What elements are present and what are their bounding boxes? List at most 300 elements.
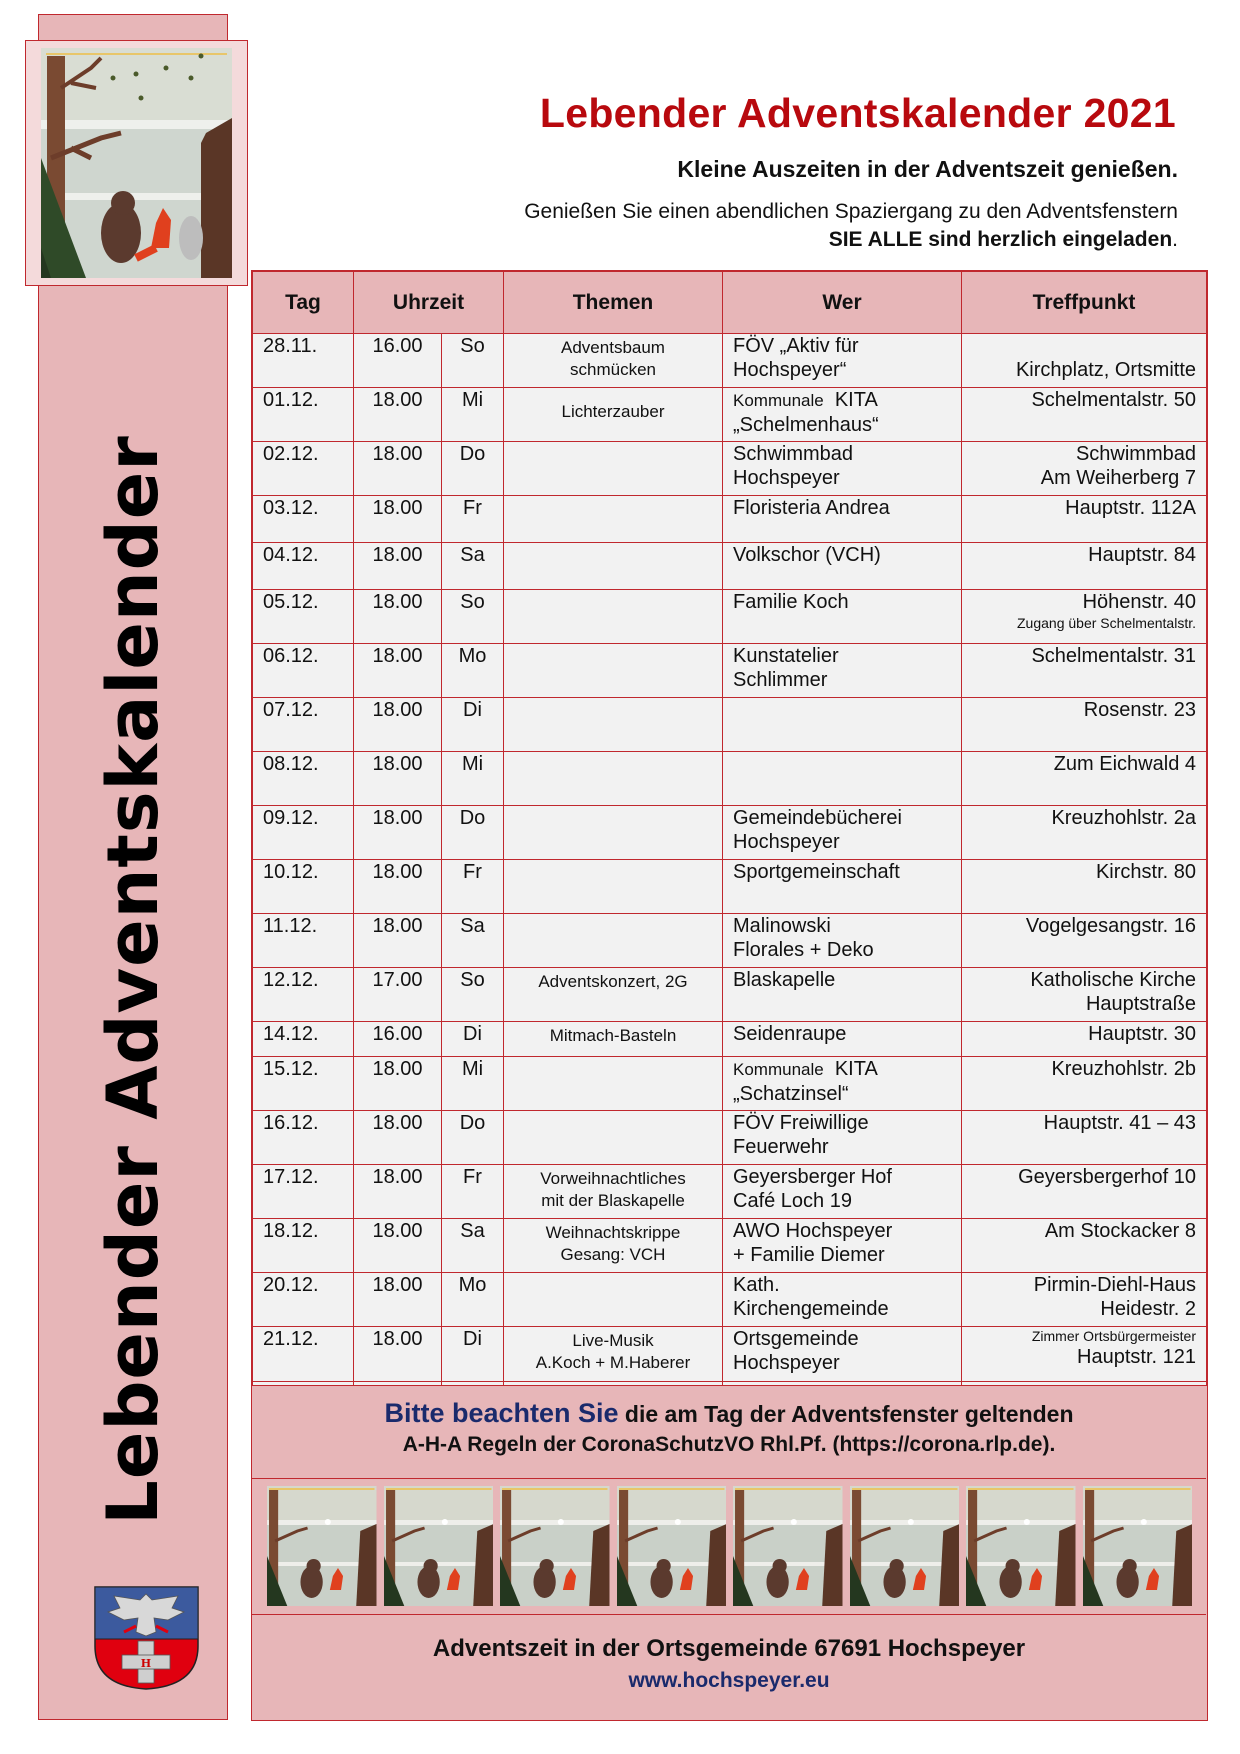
cell-line: So	[460, 969, 485, 991]
cell-line: Sa	[460, 1220, 485, 1242]
cell-time	[354, 698, 442, 752]
cell-line: Kreuzhohlstr. 2a	[1051, 807, 1196, 829]
cell-line: „Schelmenhaus“	[733, 414, 879, 436]
website-link[interactable]: www.hochspeyer.eu	[628, 1669, 830, 1692]
cell-line: Zimmer Ortsbürgermeister	[1031, 1328, 1196, 1344]
cell-who	[723, 334, 962, 388]
table-row	[253, 968, 1207, 1022]
cell-weekday	[442, 496, 504, 543]
cell-line: Familie Koch	[733, 591, 849, 613]
cell-weekday	[442, 644, 504, 698]
cell-time	[354, 1219, 442, 1273]
cell-weekday	[442, 1219, 504, 1273]
cell-weekday	[442, 1111, 504, 1165]
cell-line: 17.00	[372, 969, 423, 991]
cell-line: Schwimmbad	[733, 443, 854, 465]
advent-window-thumbnail	[966, 1486, 1076, 1606]
cell-line: Weihnachtskrippe	[545, 1223, 681, 1242]
cell-who	[723, 543, 962, 590]
cell-theme	[504, 806, 723, 860]
cell-line: 03.12.	[263, 497, 319, 519]
cell-date	[253, 442, 354, 496]
cell-who	[723, 914, 962, 968]
cell-time	[354, 496, 442, 543]
cell-date	[253, 914, 354, 968]
cell-line: FÖV Freiwillige	[733, 1112, 869, 1134]
cell-weekday	[442, 752, 504, 806]
cell-line: Zugang über Schelmentalstr.	[1017, 615, 1196, 631]
cell-line: Gemeindebücherei	[733, 807, 902, 829]
cell-line: Höhenstr. 40	[1082, 591, 1196, 613]
advent-window-thumbnail	[384, 1486, 494, 1606]
cell-line: 07.12.	[263, 699, 319, 721]
table-row	[253, 388, 1207, 442]
cell-time	[354, 1165, 442, 1219]
cell-line: Am Stockacker 8	[1044, 1220, 1196, 1242]
cell-time	[354, 590, 442, 644]
cell-line: + Familie Diemer	[733, 1244, 885, 1266]
cell-line: AWO Hochspeyer	[733, 1220, 893, 1242]
cell-time	[354, 644, 442, 698]
svg-text:H: H	[140, 1657, 152, 1670]
cell-theme	[504, 644, 723, 698]
cell-date	[253, 752, 354, 806]
cell-line: „Schatzinsel“	[733, 1083, 849, 1105]
cell-line: Hauptstr. 121	[1077, 1346, 1196, 1368]
cell-line: Hauptstr. 41 – 43	[1043, 1112, 1196, 1134]
cell-line	[504, 391, 722, 401]
cell-who	[723, 1327, 962, 1386]
cell-line: A.Koch + M.Haberer	[535, 1353, 691, 1372]
cell-treffpunkt	[962, 1111, 1207, 1165]
cell-line: Mitmach-Basteln	[549, 1026, 677, 1045]
cell-date	[253, 860, 354, 914]
cell-weekday	[442, 1327, 504, 1386]
cell-line: Kirchplatz, Ortsmitte	[1015, 359, 1196, 381]
cell-treffpunkt	[962, 1022, 1207, 1057]
table-row	[253, 590, 1207, 644]
cell-line: Mo	[458, 645, 487, 667]
cell-treffpunkt	[962, 496, 1207, 543]
cell-line: 05.12.	[263, 591, 319, 613]
cell-weekday	[442, 914, 504, 968]
who-prefix: Kommunale	[733, 391, 824, 410]
cell-treffpunkt	[962, 860, 1207, 914]
page-title: Lebender Adventskalender 2021	[539, 90, 1176, 136]
table-row	[253, 806, 1207, 860]
cell-weekday	[442, 543, 504, 590]
cell-treffpunkt	[962, 334, 1207, 388]
cell-line: Di	[463, 1328, 482, 1350]
cell-line: Floristeria Andrea	[733, 497, 890, 519]
cell-line: Ortsgemeinde	[733, 1328, 859, 1350]
cell-who	[723, 1219, 962, 1273]
advent-window-thumbnail	[733, 1486, 843, 1606]
cell-time	[354, 1022, 442, 1057]
table-row	[253, 860, 1207, 914]
table-row	[253, 496, 1207, 543]
cell-line: Sa	[460, 544, 485, 566]
cell-who	[723, 442, 962, 496]
coat-of-arms-icon	[94, 1586, 199, 1690]
advent-window-thumbnail	[850, 1486, 960, 1606]
advent-window-thumbnail	[617, 1486, 727, 1606]
cell-theme	[504, 388, 723, 442]
cell-date	[253, 1057, 354, 1111]
cell-line: Volkschor (VCH)	[733, 544, 881, 566]
cell-theme	[504, 1327, 723, 1386]
cell-line: Live-Musik	[572, 1331, 654, 1350]
cell-treffpunkt	[962, 543, 1207, 590]
cell-line: Mi	[461, 753, 484, 775]
cell-weekday	[442, 388, 504, 442]
cell-line	[962, 334, 1196, 358]
cell-line: 01.12.	[263, 389, 319, 411]
cell-line: Kunstatelier	[733, 645, 839, 667]
table-header-row	[253, 272, 1207, 334]
advent-window-illustration	[41, 48, 232, 278]
cell-time	[354, 442, 442, 496]
cell-line: Hauptstr. 84	[1088, 544, 1196, 566]
table-row	[253, 914, 1207, 968]
cell-theme	[504, 1165, 723, 1219]
cell-theme	[504, 1022, 723, 1057]
cell-line: 20.12.	[263, 1274, 319, 1296]
cell-who	[723, 1111, 962, 1165]
cell-who	[723, 698, 962, 752]
cell-line: Mi	[461, 389, 484, 411]
cell-line: 06.12.	[263, 645, 319, 667]
cell-line: Hochspeyer	[733, 1352, 840, 1374]
schedule-table	[252, 271, 1207, 1386]
cell-line: Mo	[458, 1274, 487, 1296]
cell-line: 18.00	[372, 1058, 423, 1080]
cell-line: 16.12.	[263, 1112, 319, 1134]
cell-weekday	[442, 860, 504, 914]
cell-line: Adventsbaum	[561, 338, 665, 357]
cell-line: Di	[463, 1023, 482, 1045]
cell-line	[733, 388, 961, 413]
cell-line: Lichterzauber	[561, 402, 665, 421]
cell-date	[253, 1022, 354, 1057]
cell-line: 11.12.	[263, 915, 318, 937]
advent-window-thumbnail	[1083, 1486, 1193, 1606]
cell-line: Kirchstr. 80	[1095, 861, 1196, 883]
cell-date	[253, 543, 354, 590]
cell-weekday	[442, 1273, 504, 1327]
cell-theme	[504, 1057, 723, 1111]
cell-time	[354, 1057, 442, 1111]
cell-line: 18.00	[372, 591, 423, 613]
schedule-panel	[251, 270, 1208, 1721]
corona-notice	[252, 1381, 1206, 1479]
cell-theme	[504, 914, 723, 968]
cell-theme	[504, 1111, 723, 1165]
cell-time	[354, 806, 442, 860]
table-row	[253, 752, 1207, 806]
cell-line: Schlimmer	[733, 669, 828, 691]
table-row	[253, 1057, 1207, 1111]
cell-line: Am Weiherberg 7	[1040, 467, 1196, 489]
cell-time	[354, 334, 442, 388]
vertical-title: Lebender Adventskalender	[92, 435, 174, 1525]
cell-date	[253, 968, 354, 1022]
cell-treffpunkt	[962, 1273, 1207, 1327]
who-main: KITA	[834, 1058, 878, 1080]
column-header-wer: Wer	[723, 272, 962, 334]
cell-line: Sportgemeinschaft	[733, 861, 900, 883]
cell-line: 16.00	[372, 1023, 423, 1045]
cell-line: 18.00	[372, 753, 423, 775]
cell-line: 18.00	[372, 807, 423, 829]
cell-treffpunkt	[962, 442, 1207, 496]
cell-line: 18.00	[372, 389, 423, 411]
cell-time	[354, 543, 442, 590]
cell-treffpunkt	[962, 1219, 1207, 1273]
cell-date	[253, 1219, 354, 1273]
table-row	[253, 1327, 1207, 1386]
cell-theme	[504, 1219, 723, 1273]
cell-who	[723, 806, 962, 860]
cell-line: schmücken	[570, 360, 656, 379]
cell-theme	[504, 496, 723, 543]
cell-treffpunkt	[962, 388, 1207, 442]
cell-line: Fr	[463, 497, 482, 519]
cell-line: Rosenstr. 23	[1083, 699, 1196, 721]
page-subtitle: Kleine Auszeiten in der Adventszeit genießen.	[677, 156, 1178, 182]
cell-treffpunkt	[962, 968, 1207, 1022]
cell-line: FÖV „Aktiv für	[733, 335, 859, 357]
table-row	[253, 644, 1207, 698]
cell-line: 18.00	[372, 645, 423, 667]
table-row	[253, 1165, 1207, 1219]
cell-weekday	[442, 698, 504, 752]
cell-line: Hochspeyer	[733, 831, 840, 853]
cell-line: 18.00	[372, 1112, 423, 1134]
table-row	[253, 1022, 1207, 1057]
cell-line: Hauptstraße	[1085, 993, 1196, 1015]
column-header-themen: Themen	[504, 272, 723, 334]
cell-weekday	[442, 1165, 504, 1219]
cell-date	[253, 1111, 354, 1165]
cell-line: Hochspeyer	[733, 467, 840, 489]
cell-who	[723, 752, 962, 806]
cell-line: Geyersberger Hof	[733, 1166, 892, 1188]
cell-line: Kreuzhohlstr. 2b	[1051, 1058, 1196, 1080]
notice-line2: A-H-A Regeln der CoronaSchutzVO Rhl.Pf. (https://corona.rlp.de).	[402, 1433, 1056, 1456]
cell-line: Sa	[460, 915, 485, 937]
cell-line: 18.00	[372, 1328, 423, 1350]
cell-line: Fr	[463, 1166, 482, 1188]
cell-who	[723, 1273, 962, 1327]
column-header-uhrzeit: Uhrzeit	[354, 272, 504, 334]
cell-line: Schelmentalstr. 50	[1031, 389, 1196, 411]
who-prefix: Kommunale	[733, 1060, 824, 1079]
cell-treffpunkt	[962, 1057, 1207, 1111]
cell-line: So	[460, 335, 485, 357]
cell-theme	[504, 968, 723, 1022]
cell-line: 18.00	[372, 443, 423, 465]
cell-line: Heidestr. 2	[1100, 1298, 1196, 1320]
cell-treffpunkt	[962, 752, 1207, 806]
cell-treffpunkt	[962, 644, 1207, 698]
cell-line: Vogelgesangstr. 16	[1025, 915, 1196, 937]
cell-line: 16.00	[372, 335, 423, 357]
table-row	[253, 698, 1207, 752]
cell-who	[723, 388, 962, 442]
cell-theme	[504, 543, 723, 590]
cell-date	[253, 496, 354, 543]
cell-line: Seidenraupe	[733, 1023, 847, 1045]
cell-line: Vorweihnachtliches	[540, 1169, 686, 1188]
cell-line: Katholische Kirche	[1030, 969, 1196, 991]
cell-line: 18.00	[372, 1166, 423, 1188]
advent-window-thumbnail	[500, 1486, 610, 1606]
cell-line: Schwimmbad	[1075, 443, 1196, 465]
advent-window-thumbnail	[267, 1486, 377, 1606]
cell-time	[354, 914, 442, 968]
cell-line: 08.12.	[263, 753, 319, 775]
invitation-period: .	[1172, 228, 1178, 251]
cell-line: Do	[459, 807, 486, 829]
cell-treffpunkt	[962, 806, 1207, 860]
advent-window-photo	[41, 48, 232, 278]
cell-theme	[504, 590, 723, 644]
cell-who	[723, 860, 962, 914]
cell-date	[253, 698, 354, 752]
cell-theme	[504, 698, 723, 752]
cell-who	[723, 968, 962, 1022]
table-row	[253, 442, 1207, 496]
cell-line: Café Loch 19	[733, 1190, 852, 1212]
cell-date	[253, 388, 354, 442]
cell-line: 02.12.	[263, 443, 319, 465]
notice-line1-rest: die am Tag der Adventsfenster geltenden	[618, 1401, 1074, 1427]
cell-line: Do	[459, 443, 486, 465]
cell-time	[354, 968, 442, 1022]
cell-line: 09.12.	[263, 807, 319, 829]
cell-line: Fr	[463, 861, 482, 883]
cell-line: Hauptstr. 30	[1088, 1023, 1196, 1045]
cell-line: Gesang: VCH	[560, 1245, 666, 1264]
cell-weekday	[442, 968, 504, 1022]
cell-line: Mi	[461, 1058, 484, 1080]
cell-date	[253, 644, 354, 698]
cell-line: 18.00	[372, 1220, 423, 1242]
cell-who	[723, 496, 962, 543]
cell-line: Hauptstr. 112A	[1065, 497, 1196, 519]
cell-time	[354, 1273, 442, 1327]
cell-who	[723, 590, 962, 644]
cell-line: Kirchengemeinde	[733, 1298, 889, 1320]
cell-treffpunkt	[962, 698, 1207, 752]
cell-line: Blaskapelle	[733, 969, 836, 991]
cell-line: Zum Eichwald 4	[1053, 753, 1196, 775]
cell-line: Adventskonzert, 2G	[538, 972, 688, 991]
cell-weekday	[442, 334, 504, 388]
table-row	[253, 1273, 1207, 1327]
cell-line: 18.00	[372, 497, 423, 519]
cell-time	[354, 1111, 442, 1165]
cell-date	[253, 806, 354, 860]
cell-theme	[504, 334, 723, 388]
cell-date	[253, 1165, 354, 1219]
column-header-tag: Tag	[253, 272, 354, 334]
cell-weekday	[442, 806, 504, 860]
cell-date	[253, 1327, 354, 1386]
intro-text: Genießen Sie einen abendlichen Spaziergang zu den Adventsfenstern	[524, 200, 1178, 223]
cell-line: Di	[463, 699, 482, 721]
cell-theme	[504, 442, 723, 496]
invitation-bold: SIE ALLE sind herzlich eingeladen	[828, 228, 1173, 251]
cell-line: 21.12.	[263, 1328, 319, 1350]
cell-weekday	[442, 1057, 504, 1111]
cell-line: 15.12.	[263, 1058, 319, 1080]
cell-line: Do	[459, 1112, 486, 1134]
cell-line: 04.12.	[263, 544, 319, 566]
cell-line: 28.11.	[263, 335, 318, 357]
cell-time	[354, 1327, 442, 1386]
cell-line: Pirmin-Diehl-Haus	[1033, 1274, 1196, 1296]
notice-highlight: Bitte beachten Sie	[384, 1398, 619, 1428]
cell-line: Hochspeyer“	[733, 359, 847, 381]
cell-date	[253, 334, 354, 388]
cell-line: Geyersbergerhof 10	[1018, 1166, 1196, 1188]
cell-who	[723, 1022, 962, 1057]
cell-line: 18.00	[372, 915, 423, 937]
cell-treffpunkt	[962, 914, 1207, 968]
cell-line: 18.00	[372, 861, 423, 883]
cell-who	[723, 1165, 962, 1219]
cell-line	[733, 1057, 961, 1082]
cell-line: Kath.	[733, 1274, 780, 1296]
cell-weekday	[442, 590, 504, 644]
cell-line: 18.00	[372, 699, 423, 721]
cell-date	[253, 1273, 354, 1327]
cell-theme	[504, 752, 723, 806]
cell-time	[354, 388, 442, 442]
cell-line: So	[460, 591, 485, 613]
cell-line: 12.12.	[263, 969, 319, 991]
cell-line: Florales + Deko	[733, 939, 874, 961]
cell-line: 18.00	[372, 1274, 423, 1296]
table-row	[253, 1219, 1207, 1273]
column-header-treffpunkt: Treffpunkt	[962, 272, 1207, 334]
notice-line1	[252, 1398, 1206, 1429]
cell-weekday	[442, 1022, 504, 1057]
cell-line: 17.12.	[263, 1166, 319, 1188]
table-row	[253, 543, 1207, 590]
cell-line: mit der Blaskapelle	[541, 1191, 685, 1210]
cell-line: 10.12.	[263, 861, 319, 883]
cell-theme	[504, 1273, 723, 1327]
cell-line: Schelmentalstr. 31	[1031, 645, 1196, 667]
cell-treffpunkt	[962, 1165, 1207, 1219]
cell-line: 18.00	[372, 544, 423, 566]
cell-line: 14.12.	[263, 1023, 319, 1045]
cell-weekday	[442, 442, 504, 496]
invitation-text	[829, 228, 1178, 252]
table-row	[253, 1111, 1207, 1165]
who-main: KITA	[834, 389, 878, 411]
cell-date	[253, 590, 354, 644]
cell-who	[723, 1057, 962, 1111]
cell-line: Feuerwehr	[733, 1136, 829, 1158]
cell-line: 18.12.	[263, 1220, 319, 1242]
photo-strip	[267, 1486, 1192, 1606]
footer	[252, 1614, 1206, 1720]
cell-theme	[504, 860, 723, 914]
